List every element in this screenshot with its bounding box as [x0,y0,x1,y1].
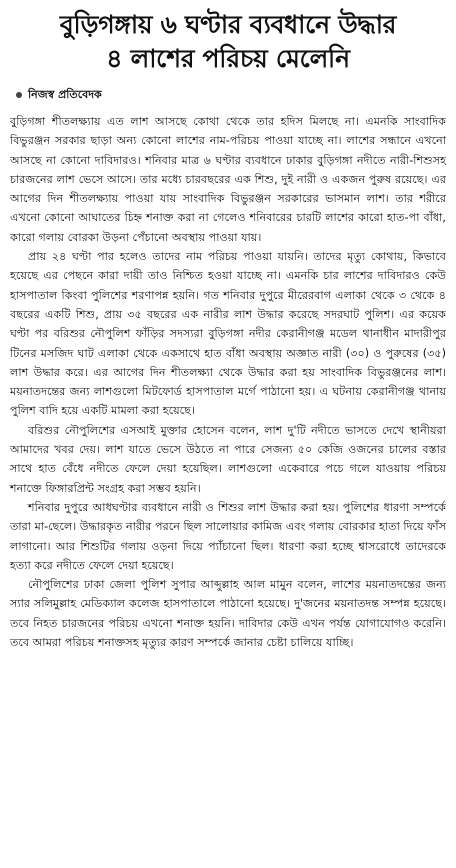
paragraph-1: বুড়িগঙ্গা শীতলক্ষ্যায় এত লাশ আসছে কোথা থেকে তার হদিস মিলছে না। এমনকি সাংবাদিক বিভুরঞ্জন সরকার ছাড়া অন্য কোনো লাশের নাম-পরিচয় পাওয়া যাচ্ছে না। লাশের সন্ধানে এখনো আসছে না কোনো দাবিদারও। শনিবার মাত্র ৬ ঘণ্টার ব্যবধানে ঢাকার বুড়িগঙ্গা নদীতে নারী-শিশুসহ চারজনের লাশ ভেসে আসে। তার মধ্যে চারবছরের এক শিশু, দুই নারী ও একজন পুরুষ রয়েছে। এর আগের দিন শীতলক্ষ্যায় পাওয়া যায় সাংবাদিক বিভুরঞ্জন সরকারের ভাসমান লাশ। তার শরীরে এখনো কোনো আঘাতের চিহ্ন শনাক্ত করা না গেলেও শনিবারের চারটি লাশের কারো হাত-পা বাঁধা, কারো গলায় বোরকা উড়না পেঁচানো অবস্থায় পাওয়া যায়। [10,115,446,244]
article-body [10,112,446,652]
headline [10,8,446,76]
byline-row [10,88,446,102]
paragraph-4: শনিবার দুপুরে আধঘণ্টার ব্যবধানে নারী ও শিশুর লাশ উদ্ধার করা হয়। পুলিশের ধারণা সম্পর্কে তারা মা-ছেলে। উদ্ধারকৃত নারীর পরনে ছিল সালোয়ার কামিজ এবং গলায় বোরকার হাতা দিয়ে ফাঁস লাগানো। আর শিশুটির গলায় ওড়না দিয়ে প্যাঁচানো ছিল। ধারণা করা হচ্ছে শ্বাসরোধে তাদেরকে হত্যা করে নদীতে ফেলে দেয়া হয়েছে। [10,500,446,572]
headline-line-2: ৪ লাশের পরিচয় মেলেনি [106,44,350,73]
bullet-icon [16,92,22,98]
paragraph-2: প্রায় ২৪ ঘণ্টা পার হলেও তাদের নাম পরিচয় পাওয়া যায়নি। তাদের মৃত্যু কোথায়, কিভাবে হয়েছে এর পেছনে কারা দায়ী তাও নিশ্চিত হওয়া যাচ্ছে না। এমনকি চার লাশের দাবিদারও কেউ হাসপাতাল কিংবা পুলিশের শরণাপন্ন হয়নি। গত শনিবার দুপুরে মীরেরবাগ এলাকা থেকে ৩ থেকে ৪ বছরের একটি শিশু, প্রায় ৩৫ বছরের এক নারীর লাশ উদ্ধার করেছে সদরঘাট পুলিশ। এর কয়েক ঘণ্টা পর বরিশুর নৌপুলিশ ফাঁড়ির সদস্যরা বুড়িগঙ্গা নদীর কেরানীগঞ্জ মডেল থানাধীন মাদারীপুর টিনের মসজিদ ঘাট এলাকা থেকে একসাথে হাত বাঁধা অবস্থায় অজ্ঞাত নারী (৩০) ও পুরুষের (৩৫) লাশ উদ্ধার করে। এর আগের দিন শীতলক্ষ্যা থেকে উদ্ধার করা হয় সাংবাদিক বিভুরঞ্জনের লাশ। ময়নাতদন্তের জন্য লাশগুলো মিটফোর্ড হাসপাতাল মর্গে পাঠানো হয়। এ ঘটনায় কেরানীগঞ্জ থানায় পুলিশ বাদি হয়ে একটি মামলা করা হয়েছে। [10,250,446,418]
byline: নিজস্ব প্রতিবেদক [28,88,102,101]
headline-line-1: বুড়িগঙ্গায় ৬ ঘণ্টার ব্যবধানে উদ্ধার [59,10,397,39]
paragraph-3: বরিশুর নৌপুলিশের এসআই মুক্তার হোসেন বলেন, লাশ দু'টি নদীতে ভাসতে দেখে স্থানীয়রা আমাদের খবর দেয়। লাশ যাতে ভেসে উঠতে না পারে সেজন্য ৫০ কেজি ওজনের চালের বস্তার সাথে হাত বেঁধে নদীতে ফেলে দেয়া হয়েছিল। লাশগুলো একেবারে পচে গলে যাওয়ায় পরিচয় শনাক্তে ফিঙ্গারপ্রিন্ট সংগ্রহ করা সম্ভব হয়নি। [10,423,446,495]
paragraph-5: নৌপুলিশের ঢাকা জেলা পুলিশ সুপার আব্দুল্লাহ আল মামুন বলেন, লাশের ময়নাতদন্তের জন্য স্যার সলিমুল্লাহ মেডিক্যাল কলেজ হাসপাতালে পাঠানো হয়েছে। দু'জনের ময়নাতদন্ত সম্পন্ন হয়েছে। তবে নিহত চারজনের পরিচয় এখনো শনাক্ত হয়নি। দাবিদার কেউ এখন পর্যন্ত যোগাযোগও করেনি। তবে আমরা পরিচয় শনাক্তসহ মৃত্যুর কারণ সম্পর্কে জানার চেষ্টা চালিয়ে যাচ্ছি। [10,578,446,650]
